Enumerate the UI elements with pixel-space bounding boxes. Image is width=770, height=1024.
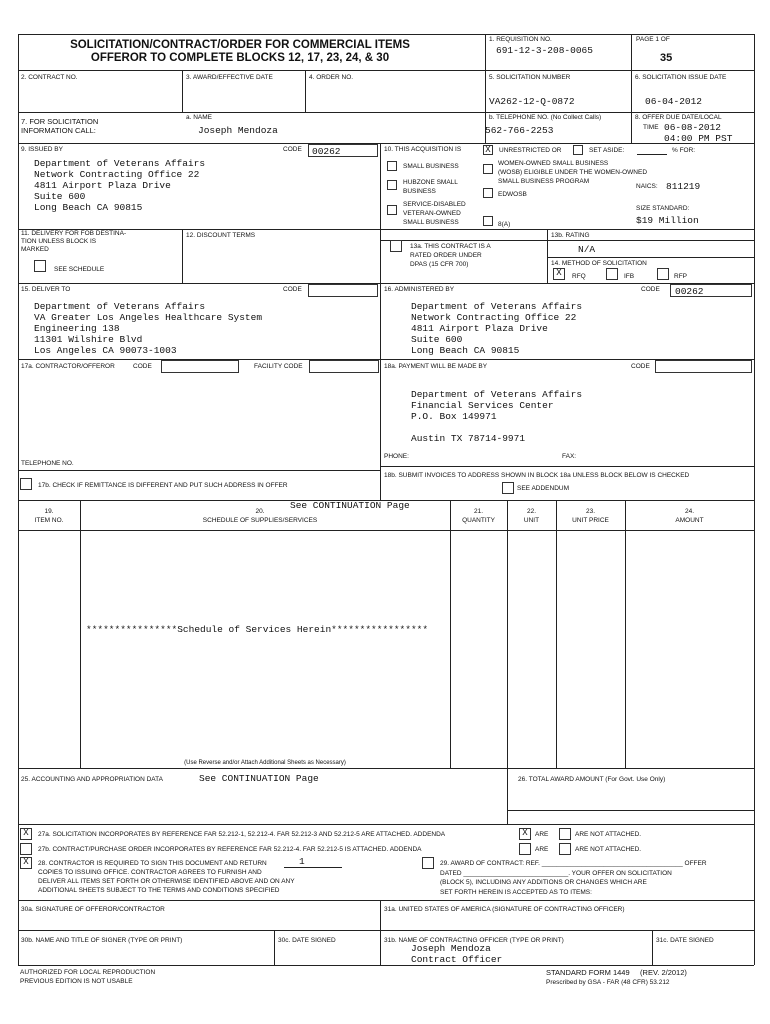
fob-label: 11. DELIVERY FOR FOB DESTINA- TION UNLESS BLOCK IS MARKED [21, 230, 127, 253]
rule [547, 229, 548, 283]
rule [18, 283, 754, 284]
time-label: TIME [643, 124, 659, 131]
rule [18, 34, 19, 965]
rating-label: 13b. RATING [551, 232, 590, 239]
telephone-label: TELEPHONE NO. [21, 460, 74, 467]
administered-by-code: 00262 [675, 286, 704, 297]
rule [507, 500, 508, 768]
rule [182, 70, 183, 112]
naics-label: NAICS: [636, 183, 658, 190]
issued-by-code: 00262 [312, 146, 341, 157]
facility-code-field[interactable] [309, 360, 379, 373]
27a-are-label: ARE [535, 831, 549, 838]
see-addendum-label: SEE ADDENDUM [517, 485, 570, 492]
discount-terms-label: 12. DISCOUNT TERMS [186, 232, 256, 239]
page-total: 35 [660, 52, 673, 64]
rating-value: N/A [578, 244, 596, 255]
issued-by-address: Department of Veterans Affairs Network Contracting Office 22 4811 Airport Plaza Drive Suite 600 Long Beach CA 90815 [34, 158, 206, 213]
28-text: COPIES TO ISSUING OFFICE. CONTRACTOR AGREES TO FURNISH AND DELIVER ALL ITEMS SET FORTH OR OTHERWISE IDENTIFIED ABOVE AND ON ANY ADDITIONAL SHEETS SUBJECT TO THE TERMS AND CONDITIONS SPECIFIED [38, 869, 295, 894]
27a-label: 27a. SOLICITATION INCORPORATES BY REFERENCE FAR 52.212-1, 52.212-4. FAR 52.212-3 AND 52.212-5 ARE ATTACHED. ADDENDA [38, 831, 446, 838]
rule [18, 70, 754, 71]
footer-left: AUTHORIZED FOR LOCAL REPRODUCTION PREVIOUS EDITION IS NOT USABLE [20, 969, 156, 985]
contact-name: Joseph Mendoza [198, 125, 278, 136]
27b-are-checkbox[interactable] [519, 843, 531, 855]
sig-31c-label: 31c. DATE SIGNED [656, 937, 714, 944]
deliver-to-label: 15. DELIVER TO [21, 286, 71, 293]
small-business-label: SMALL BUSINESS [403, 163, 459, 170]
remittance-checkbox[interactable] [20, 478, 32, 490]
rule [380, 143, 381, 500]
requisition-label: 1. REQUISITION NO. [489, 36, 552, 43]
payment-code-field[interactable] [655, 360, 752, 373]
solicitation-no: VA262-12-Q-0872 [489, 96, 575, 107]
col-quantity: 21. QUANTITY [462, 508, 495, 524]
rule [18, 112, 754, 113]
rule [80, 500, 81, 768]
sig-31a-label: 31a. UNITED STATES OF AMERICA (SIGNATURE OF CONTRACTING OFFICER) [384, 906, 625, 913]
schedule-continuation: See CONTINUATION Page [290, 500, 410, 511]
deliver-to-code-label: CODE [283, 286, 302, 293]
27a-are-not-checkbox[interactable] [559, 828, 571, 840]
rule [18, 143, 754, 144]
unrestricted-label: UNRESTRICTED OR [499, 147, 562, 154]
edwosb-checkbox[interactable] [483, 188, 493, 198]
sdvosb-checkbox[interactable] [387, 205, 397, 215]
remittance-label: 17b. CHECK IF REMITTANCE IS DIFFERENT AND PUT SUCH ADDRESS IN OFFER [38, 482, 288, 489]
payment-address: Department of Veterans Affairs Financial Services Center P.O. Box 149971 Austin TX 78714-9971 [411, 389, 583, 444]
form-number: STANDARD FORM 1449 (REV. 2/2012) [546, 968, 687, 977]
rule [18, 229, 754, 230]
total-award-label: 26. TOTAL AWARD AMOUNT (For Govt. Use Only) [518, 776, 666, 783]
solicitation-no-label: 5. SOLICITATION NUMBER [489, 74, 571, 81]
rule [380, 900, 381, 965]
deliver-to-code-field[interactable] [308, 284, 378, 297]
27a-are-not-label: ARE NOT ATTACHED. [575, 831, 642, 838]
contractor-code-label: CODE [133, 363, 152, 370]
hubzone-label: HUBZONE SMALL BUSINESS [403, 179, 458, 195]
rule [18, 900, 754, 901]
form-title: SOLICITATION/CONTRACT/ORDER FOR COMMERCIAL ITEMS OFFEROR TO COMPLETE BLOCKS 12, 17, 23, 24, & 30 [70, 39, 410, 64]
percent-field[interactable] [637, 154, 667, 155]
rule [380, 240, 754, 241]
info-call-label: 7. FOR SOLICITATION INFORMATION CALL: [21, 117, 99, 135]
set-aside-label: SET ASIDE: [589, 147, 625, 154]
wosb-label: WOMEN-OWNED SMALL BUSINESS (WOSB) ELIGIBLE UNDER THE WOMEN-OWNED SMALL BUSINESS PROGRAM [498, 160, 648, 185]
27b-checkbox[interactable] [20, 843, 32, 855]
rule [547, 257, 754, 258]
method-label: 14. METHOD OF SOLICITATION [551, 260, 647, 267]
eight-a-label: 8(A) [498, 221, 511, 228]
unrestricted-checkbox[interactable]: X [483, 145, 493, 155]
issue-date: 06-04-2012 [645, 96, 703, 107]
phone-label: b. TELEPHONE NO. (No Collect Calls) [489, 114, 602, 121]
sig-30b-label: 30b. NAME AND TITLE OF SIGNER (TYPE OR PRINT) [21, 937, 183, 944]
sig-31b-label: 31b. NAME OF CONTRACTING OFFICER (TYPE OR PRINT) [384, 937, 564, 944]
offer-due-label: 8. OFFER DUE DATE/LOCAL [635, 114, 722, 121]
administered-by-code-label: CODE [641, 286, 660, 293]
order-no-label: 4. ORDER NO. [309, 74, 354, 81]
edwosb-label: EDWOSB [498, 191, 527, 198]
28-checkbox[interactable]: X [20, 857, 32, 869]
sig-30c-label: 30c. DATE SIGNED [278, 937, 336, 944]
rule [380, 466, 754, 467]
award-date-label: 3. AWARD/EFFECTIVE DATE [186, 74, 273, 81]
rfp-checkbox[interactable] [657, 268, 669, 280]
name-label: a. NAME [186, 114, 213, 121]
size-standard-label: SIZE STANDARD: [636, 205, 690, 212]
size-standard-value: $19 Million [636, 215, 699, 226]
submit-invoices-label: 18b. SUBMIT INVOICES TO ADDRESS SHOWN IN BLOCK 18a UNLESS BLOCK BELOW IS CHECKED [384, 472, 690, 479]
sdvosb-label: SERVICE-DISABLED VETERAN-OWNED SMALL BUSINESS [403, 201, 466, 226]
29-checkbox[interactable] [422, 857, 434, 869]
issued-by-code-label: CODE [283, 146, 302, 153]
contractor-code-field[interactable] [161, 360, 239, 373]
28-label: 28. CONTRACTOR IS REQUIRED TO SIGN THIS DOCUMENT AND RETURN [38, 860, 267, 867]
rule [507, 768, 508, 824]
rule [18, 965, 754, 966]
page-label: PAGE 1 OF [636, 36, 670, 43]
rule [507, 810, 754, 811]
administered-by-address: Department of Veterans Affairs Network Contracting Office 22 4811 Airport Plaza Drive Suite 600 Long Beach CA 90815 [411, 301, 583, 356]
27b-label: 27b. CONTRACT/PURCHASE ORDER INCORPORATES BY REFERENCE FAR 52.212-4. FAR 52.212-5 IS ATTACHED. ADDENDA [38, 846, 422, 853]
payment-phone-label: PHONE: [384, 453, 409, 460]
rfq-label: RFQ [572, 273, 586, 280]
rule [18, 359, 754, 360]
administered-by-label: 16. ADMINISTERED BY [384, 286, 455, 293]
see-schedule-checkbox[interactable] [34, 260, 46, 272]
see-schedule-label: SEE SCHEDULE [54, 266, 105, 273]
col-unit-price: 23. UNIT PRICE [572, 508, 609, 524]
offer-due-time: 04:00 PM PST [664, 133, 733, 144]
rule [18, 768, 754, 769]
issued-by-label: 9. ISSUED BY [21, 146, 63, 153]
rule [652, 930, 653, 965]
schedule-note: (Use Reverse and/or Attach Additional Sheets as Necessary) [184, 760, 346, 766]
rule [18, 824, 754, 825]
rule [305, 70, 306, 112]
contract-no-label: 2. CONTRACT NO. [21, 74, 78, 81]
requisition-number: 691-12-3-208-0065 [496, 45, 593, 56]
accounting-value: See CONTINUATION Page [199, 773, 319, 784]
percent-for-label: % FOR: [672, 147, 696, 154]
ifb-label: IFB [624, 273, 635, 280]
small-business-checkbox[interactable] [387, 161, 397, 171]
rule [18, 470, 380, 471]
col-schedule: 20. SCHEDULE OF SUPPLIES/SERVICES [202, 508, 318, 524]
rule [18, 530, 754, 531]
col-amount: 24. AMOUNT [675, 508, 704, 524]
ifb-checkbox[interactable] [606, 268, 618, 280]
schedule-body: ****************Schedule of Services Herein***************** [86, 624, 429, 635]
rfp-label: RFP [674, 273, 687, 280]
rule [274, 930, 275, 965]
deliver-to-address: Department of Veterans Affairs VA Greater Los Angeles Healthcare System Engineering 138 11301 Wilshire Blvd Los Angeles CA 90073-1003 [34, 301, 263, 356]
rated-order-label: 13a. THIS CONTRACT IS A RATED ORDER UNDER DPAS (15 CFR 700) [410, 243, 491, 268]
rule [182, 229, 183, 283]
contractor-label: 17a. CONTRACTOR/OFFEROR [21, 363, 115, 370]
payment-code-label: CODE [631, 363, 650, 370]
accounting-label: 25. ACCOUNTING AND APPROPRIATION DATA [21, 776, 163, 783]
rule [625, 500, 626, 768]
set-aside-checkbox[interactable] [573, 145, 583, 155]
hubzone-checkbox[interactable] [387, 180, 397, 190]
rule [18, 34, 754, 35]
payment-fax-label: FAX: [562, 453, 577, 460]
rfq-checkbox[interactable]: X [553, 268, 565, 280]
rule [450, 500, 451, 768]
rule [754, 34, 755, 965]
col-unit: 22. UNIT [523, 508, 540, 524]
prescribed-by: Prescribed by GSA - FAR (48 CFR) 53.212 [546, 979, 670, 986]
wosb-checkbox[interactable] [483, 164, 493, 174]
27b-are-not-label: ARE NOT ATTACHED. [575, 846, 642, 853]
payment-by-label: 18a. PAYMENT WILL BE MADE BY [384, 363, 488, 370]
naics-value: 811219 [666, 181, 701, 192]
facility-code-label: FACILITY CODE [254, 363, 303, 370]
eight-a-checkbox[interactable] [483, 216, 493, 226]
rated-order-checkbox[interactable] [390, 240, 402, 252]
contact-phone: 562-766-2253 [485, 125, 554, 136]
offer-due-date: 06-08-2012 [664, 122, 722, 133]
29-award-text: 29. AWARD OF CONTRACT: REF. _______________________________________ OFFER DATED _____________________________. YOUR OFFER ON SOLICITATION (BLOCK 5), INCLUDING ANY ADDITIONS OR CHANGES WHICH ARE SET FORTH HEREIN IS ACCEPTED AS TO ITEMS: [440, 860, 707, 896]
col-item-no: 19. ITEM NO. [34, 508, 64, 524]
rule [556, 500, 557, 768]
acquisition-label: 10. THIS ACQUISITION IS [384, 146, 462, 153]
copies-value: 1 [299, 856, 305, 867]
27b-are-label: ARE [535, 846, 549, 853]
rule [18, 930, 754, 931]
27b-are-not-checkbox[interactable] [559, 843, 571, 855]
sig-30a-label: 30a. SIGNATURE OF OFFEROR/CONTRACTOR [21, 906, 165, 913]
issue-date-label: 6. SOLICITATION ISSUE DATE [635, 74, 727, 81]
rule [631, 34, 632, 143]
see-addendum-checkbox[interactable] [502, 482, 514, 494]
27a-are-checkbox[interactable]: X [519, 828, 531, 840]
27a-checkbox[interactable]: X [20, 828, 32, 840]
contracting-officer: Joseph Mendoza Contract Officer [411, 943, 503, 965]
